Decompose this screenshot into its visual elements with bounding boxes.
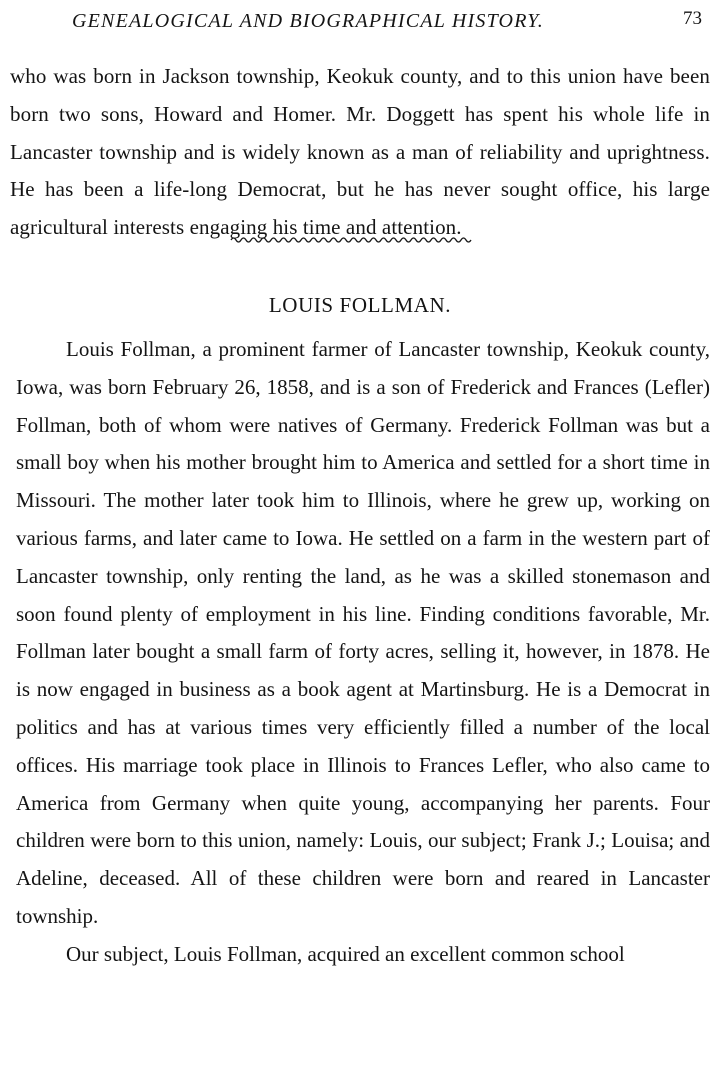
section-heading: LOUIS FOLLMAN.: [268, 292, 452, 317]
body-text: [10, 58, 710, 974]
continuation-paragraph: who was born in Jackson township, Keokuk county, and to this union have been born two sons, Howard and Homer. Mr. Doggett has spent his whole life in Lancaster township and is widely known as a man of reliability and uprightness. He has been a life-long Democrat, but he has never sought office, his large agricultural interests engaging his time and attention.: [10, 64, 710, 240]
running-title: GENEALOGICAL AND BIOGRAPHICAL HISTORY.: [72, 10, 544, 32]
page-number: 73: [683, 8, 702, 29]
biography-paragraph-continued: Our subject, Louis Follman, acquired an excellent common school: [66, 941, 625, 966]
running-header: [0, 6, 724, 40]
biography-paragraph: Louis Follman, a prominent farmer of Lancaster township, Keokuk county, Iowa, was born February 26, 1858, and is a son of Frederick and Frances (Lefler) Follman, both of whom were natives of Germany. Frederick Follman was but a small boy when his mother brought him to America and settled for a short time in Missouri. The mother later took him to Illinois, where he grew up, working on various farms, and later came to Iowa. He settled on a farm in the western part of Lancaster township, only renting the land, as he was a skilled stonemason and soon found plenty of employment in his line. Finding conditions favorable, Mr. Follman later bought a small farm of forty acres, selling it, however, in 1878. He is now engaged in business as a book agent at Martinsburg. He is a Democrat in politics and has at various times very efficiently filled a number of the local offices. His marriage took place in Illinois to Frances Lefler, who also came to America from Germany when quite young, accompanying her parents. Four children were born to this union, namely: Louis, our subject; Frank J.; Louisa; and Adeline, deceased. All of these children were born and reared in Lancaster township.: [16, 336, 710, 928]
